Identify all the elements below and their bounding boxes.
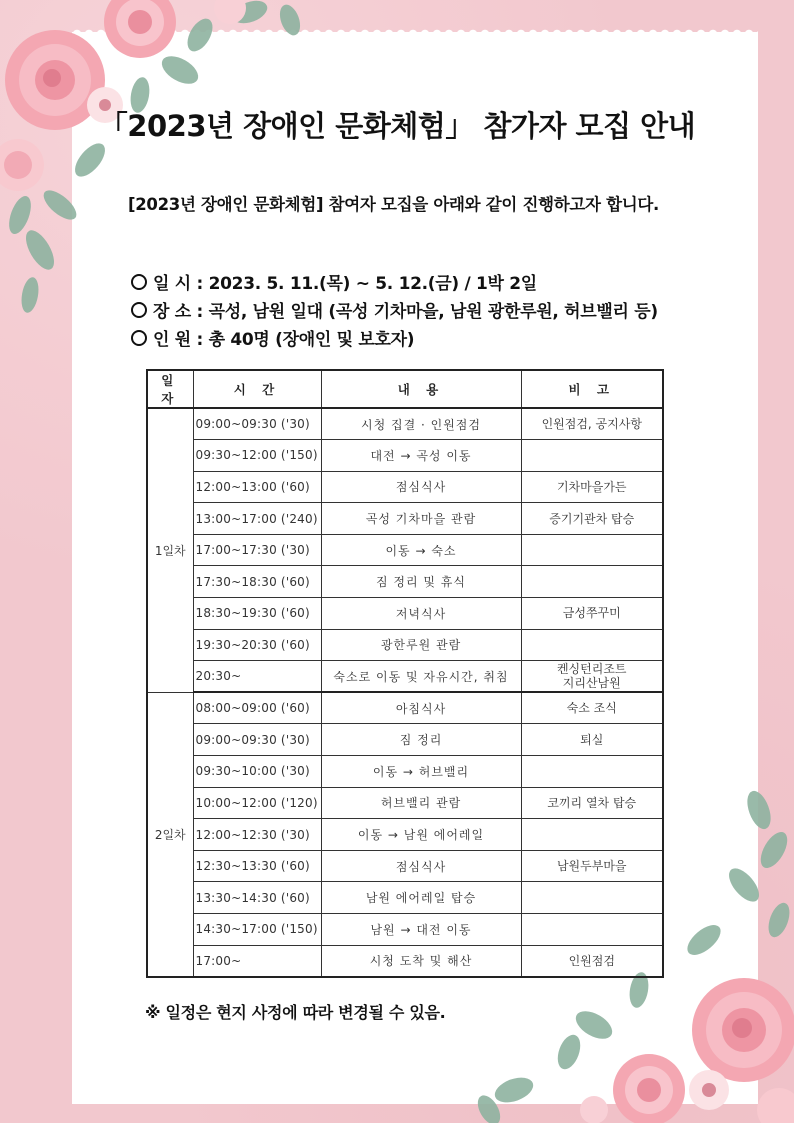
header-day: 일 자 — [147, 370, 193, 408]
schedule-change-notice: ※ 일정은 현지 사정에 따라 변경될 수 있음. — [145, 1003, 446, 1022]
table-row — [147, 692, 663, 724]
note-line: 켄싱턴리조트 — [556, 662, 627, 677]
circle-bullet-icon — [131, 302, 147, 318]
time-cell: 14:30~17:00 ('150) — [193, 914, 321, 946]
time-cell: 12:00~12:30 ('30) — [193, 819, 321, 851]
time-cell: 09:00~09:30 ('30) — [193, 724, 321, 756]
table-row — [147, 503, 663, 535]
event-info — [131, 270, 731, 354]
time-cell: 13:00~17:00 ('240) — [193, 503, 321, 535]
info-place: 장 소 : 곡성, 남원 일대 (곡성 기차마을, 남원 광한루원, 허브밸리 등) — [131, 298, 731, 326]
content-cell: 시청 도착 및 해산 — [321, 945, 521, 977]
table-row — [147, 566, 663, 598]
note-cell — [521, 819, 663, 851]
content-cell: 이동 → 허브밸리 — [321, 756, 521, 788]
table-row — [147, 598, 663, 630]
note-cell: 남원두부마을 — [521, 850, 663, 882]
table-row — [147, 408, 663, 440]
note-cell: 퇴실 — [521, 724, 663, 756]
time-cell: 10:00~12:00 ('120) — [193, 787, 321, 819]
note-cell — [521, 756, 663, 788]
info-people: 인 원 : 총 40명 (장애인 및 보호자) — [131, 326, 731, 354]
table-row — [147, 629, 663, 661]
content-cell: 남원 에어레일 탑승 — [321, 882, 521, 914]
table-row — [147, 819, 663, 851]
content-cell: 아침식사 — [321, 692, 521, 724]
time-cell: 20:30~ — [193, 661, 321, 693]
note-cell — [521, 566, 663, 598]
time-cell: 12:00~13:00 ('60) — [193, 471, 321, 503]
note-cell: 인원점검, 공지사항 — [521, 408, 663, 440]
table-row — [147, 661, 663, 693]
time-cell: 17:30~18:30 ('60) — [193, 566, 321, 598]
info-date: 일 시 : 2023. 5. 11.(목) ~ 5. 12.(금) / 1박 2일 — [131, 270, 731, 298]
note-cell — [521, 534, 663, 566]
content-cell: 시청 집결 · 인원점검 — [321, 408, 521, 440]
table-row — [147, 850, 663, 882]
note-line: 지리산남원 — [562, 676, 621, 691]
time-cell: 12:30~13:30 ('60) — [193, 850, 321, 882]
content-cell: 짐 정리 및 휴식 — [321, 566, 521, 598]
info-value: 2023. 5. 11.(목) ~ 5. 12.(금) / 1박 2일 — [208, 274, 537, 294]
intro-text: [2023년 장애인 문화체험] 참여자 모집을 아래와 같이 진행하고자 합니다. — [128, 195, 659, 214]
table-row — [147, 914, 663, 946]
day-cell: 1일차 — [147, 408, 193, 692]
table-row — [147, 534, 663, 566]
circle-bullet-icon — [131, 274, 147, 290]
info-label: 장 소 — [153, 302, 191, 322]
table-row — [147, 945, 663, 977]
content-cell: 대전 → 곡성 이동 — [321, 440, 521, 472]
circle-bullet-icon — [131, 330, 147, 346]
note-cell — [521, 914, 663, 946]
table-row — [147, 756, 663, 788]
note-cell: 기차마을가든 — [521, 471, 663, 503]
day-cell: 2일차 — [147, 692, 193, 976]
content-cell: 저녁식사 — [321, 598, 521, 630]
note-cell: 증기기관차 탑승 — [521, 503, 663, 535]
content-cell: 점심식사 — [321, 471, 521, 503]
time-cell: 18:30~19:30 ('60) — [193, 598, 321, 630]
note-cell — [521, 440, 663, 472]
info-label: 일 시 — [153, 274, 191, 294]
content-cell: 점심식사 — [321, 850, 521, 882]
content-cell: 허브밸리 관람 — [321, 787, 521, 819]
header-time: 시 간 — [193, 370, 321, 408]
table-header-row — [147, 370, 663, 408]
note-cell — [521, 882, 663, 914]
time-cell: 17:00~ — [193, 945, 321, 977]
table-row — [147, 787, 663, 819]
schedule-table — [146, 369, 664, 978]
content-cell: 광한루원 관람 — [321, 629, 521, 661]
time-cell: 13:30~14:30 ('60) — [193, 882, 321, 914]
time-cell: 09:00~09:30 ('30) — [193, 408, 321, 440]
schedule-body — [147, 408, 663, 977]
content-cell: 이동 → 남원 에어레일 — [321, 819, 521, 851]
table-row — [147, 724, 663, 756]
table-row — [147, 882, 663, 914]
table-row — [147, 471, 663, 503]
note-cell: 금성쭈꾸미 — [521, 598, 663, 630]
table-row — [147, 440, 663, 472]
info-value: 곡성, 남원 일대 (곡성 기차마을, 남원 광한루원, 허브밸리 등) — [208, 302, 658, 322]
time-cell: 17:00~17:30 ('30) — [193, 534, 321, 566]
info-label: 인 원 — [153, 330, 191, 350]
note-cell: 숙소 조식 — [521, 692, 663, 724]
time-cell: 08:00~09:00 ('60) — [193, 692, 321, 724]
page-title: 「2023년 장애인 문화체험」 참가자 모집 안내 — [98, 109, 696, 143]
time-cell: 19:30~20:30 ('60) — [193, 629, 321, 661]
content-cell: 짐 정리 — [321, 724, 521, 756]
info-value: 총 40명 (장애인 및 보호자) — [208, 330, 415, 350]
content-cell: 곡성 기차마을 관람 — [321, 503, 521, 535]
content-cell: 이동 → 숙소 — [321, 534, 521, 566]
header-note: 비 고 — [521, 370, 663, 408]
note-cell: 코끼리 열차 탑승 — [521, 787, 663, 819]
content-cell: 숙소로 이동 및 자유시간, 취침 — [321, 661, 521, 693]
content-cell: 남원 → 대전 이동 — [321, 914, 521, 946]
time-cell: 09:30~12:00 ('150) — [193, 440, 321, 472]
note-cell: 인원점검 — [521, 945, 663, 977]
header-content: 내 용 — [321, 370, 521, 408]
time-cell: 09:30~10:00 ('30) — [193, 756, 321, 788]
note-cell — [521, 629, 663, 661]
note-cell — [521, 661, 663, 693]
